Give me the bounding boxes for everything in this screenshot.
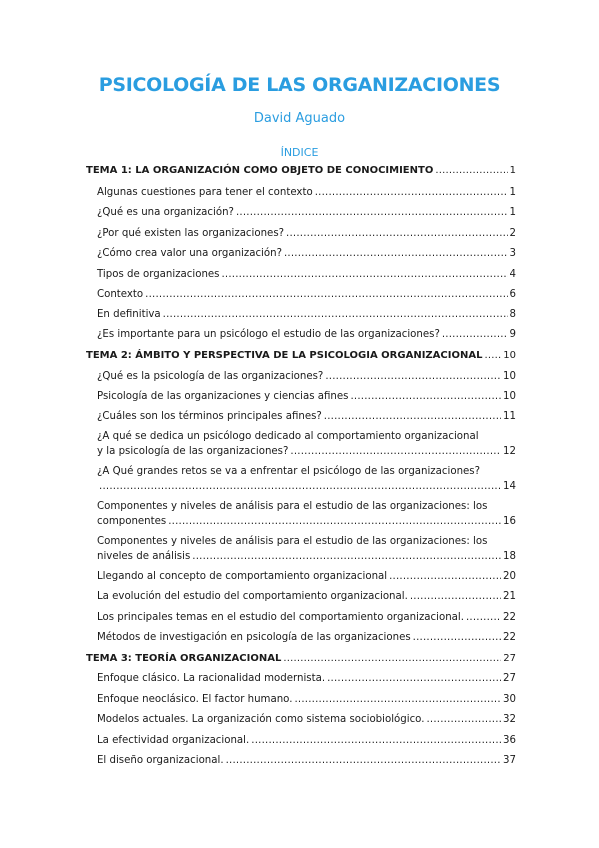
leader-dots — [426, 713, 501, 727]
toc-page-number: 21 — [503, 591, 516, 602]
toc-page-number: 14 — [503, 480, 516, 492]
leader-dots — [192, 550, 501, 565]
leader-dots — [290, 445, 501, 460]
toc-page-number: 37 — [503, 755, 516, 766]
leader-dots — [284, 247, 508, 261]
leader-dots — [327, 672, 501, 686]
toc-entry-label: Componentes y niveles de análisis para el estudio de las organizaciones: los — [97, 501, 488, 512]
leader-dots — [251, 734, 501, 748]
toc-entry-label-continued: y la psicología de las organizaciones? — [97, 445, 289, 457]
toc-entry[interactable] — [97, 328, 516, 342]
leader-dots — [435, 164, 507, 178]
toc-page-number: 32 — [503, 714, 516, 725]
toc-entry[interactable] — [97, 288, 516, 302]
leader-dots — [163, 308, 508, 322]
toc-entry[interactable] — [97, 390, 516, 404]
leader-dots — [286, 227, 507, 241]
toc-page-number: 2 — [509, 228, 516, 239]
toc-entry-label: Contexto — [97, 289, 144, 300]
toc-entry[interactable] — [97, 410, 516, 424]
leader-dots — [221, 268, 507, 282]
index-heading: ÍNDICE — [280, 146, 319, 159]
toc-entry-multiline[interactable] — [97, 500, 516, 529]
toc-entry-label: Enfoque clásico. La racionalidad modernista. — [97, 673, 326, 684]
toc-entry-label: TEMA 3: TEORÍA ORGANIZACIONAL — [86, 653, 282, 664]
toc-entry-label-continued: niveles de análisis — [97, 550, 191, 562]
toc-page-number: 22 — [503, 632, 516, 643]
toc-entry[interactable] — [97, 713, 516, 727]
toc-entry[interactable] — [97, 754, 516, 768]
toc-entry-multiline[interactable] — [97, 430, 516, 459]
toc-entry-label: Tipos de organizaciones — [97, 269, 220, 280]
document-author: David Aguado — [253, 111, 346, 126]
toc-entry-label: Componentes y niveles de análisis para el estudio de las organizaciones: los — [97, 536, 488, 547]
toc-entry[interactable] — [97, 206, 516, 220]
leader-dots — [484, 349, 501, 363]
toc-entry-label: En definitiva — [97, 309, 161, 320]
toc-page-number: 1 — [509, 207, 516, 218]
toc-entry-label: ¿Cuáles son los términos principales afines? — [97, 411, 322, 422]
toc-entry-label: Psicología de las organizaciones y ciencias afines — [97, 391, 349, 402]
toc-entry-label: La evolución del estudio del comportamiento organizacional. — [97, 591, 408, 602]
toc-entry-label: ¿A Qué grandes retos se va a enfrentar el psicólogo de las organizaciones? — [97, 466, 481, 477]
toc-page-number: 1 — [509, 165, 516, 176]
leader-dots — [315, 186, 508, 200]
leader-dots — [236, 206, 508, 220]
toc-entry-label: ¿Por qué existen las organizaciones? — [97, 228, 285, 239]
leader-dots — [350, 390, 501, 404]
toc-page-number: 10 — [503, 350, 516, 361]
toc-entry-label: ¿Qué es una organización? — [97, 207, 234, 218]
toc-page-number: 22 — [503, 612, 516, 623]
toc-entry-label: La efectividad organizacional. — [97, 735, 250, 746]
leader-dots — [442, 328, 508, 342]
toc-entry-multiline[interactable] — [97, 535, 516, 564]
toc-page-number: 1 — [509, 187, 516, 198]
leader-dots — [324, 410, 501, 424]
toc-page-number: 30 — [503, 694, 516, 705]
toc-page-number: 11 — [503, 411, 516, 422]
toc-entry-label-continued: componentes — [97, 515, 167, 527]
toc-entry-label: ¿Qué es la psicología de las organizaciones? — [97, 371, 324, 382]
leader-dots — [168, 515, 501, 530]
toc-entry[interactable] — [97, 734, 516, 748]
toc-entry-label: El diseño organizacional. — [97, 755, 224, 766]
toc-page-number: 6 — [509, 289, 516, 300]
toc-topic-2[interactable] — [86, 349, 516, 363]
toc-entry[interactable] — [97, 631, 516, 645]
leader-dots — [145, 288, 507, 302]
toc-entry[interactable] — [97, 590, 516, 604]
toc-entry[interactable] — [97, 308, 516, 322]
toc-page-number: 9 — [509, 329, 516, 340]
toc-entry-label: TEMA 2: ÁMBITO Y PERSPECTIVA DE LA PSICOLOGIA ORGANIZACIONAL — [86, 350, 483, 361]
toc-topic-3[interactable] — [86, 652, 516, 666]
toc-entry[interactable] — [97, 672, 516, 686]
toc-entry-label: TEMA 1: LA ORGANIZACIÓN COMO OBJETO DE CONOCIMIENTO — [86, 165, 434, 176]
toc-entry-label: Algunas cuestiones para tener el contexto — [97, 187, 313, 198]
toc-entry-label: Métodos de investigación en psicología de las organizaciones — [97, 632, 411, 643]
toc-page-number: 16 — [503, 515, 516, 527]
leader-dots — [294, 693, 501, 707]
toc-entry[interactable] — [97, 268, 516, 282]
leader-dots — [413, 631, 501, 645]
toc-page-number: 27 — [503, 673, 516, 684]
toc-entry[interactable] — [97, 227, 516, 241]
toc-page-number: 18 — [503, 550, 516, 562]
toc-entry[interactable] — [97, 570, 516, 584]
leader-dots — [283, 652, 501, 666]
toc-entry-label: Modelos actuales. La organización como sistema sociobiológico. — [97, 714, 425, 725]
leader-dots — [410, 590, 501, 604]
leader-dots — [99, 480, 501, 495]
toc-entry-label: ¿A qué se dedica un psicólogo dedicado al comportamiento organizacional — [97, 431, 479, 442]
toc-entry[interactable] — [97, 370, 516, 384]
leader-dots — [226, 754, 501, 768]
toc-entry-label: Los principales temas en el estudio del comportamiento organizacional. — [97, 612, 464, 623]
toc-entry-label: ¿Es importante para un psicólogo el estudio de las organizaciones? — [97, 329, 440, 340]
toc-entry-label: ¿Cómo crea valor una organización? — [97, 248, 282, 259]
leader-dots — [325, 370, 501, 384]
toc-page-number: 20 — [503, 571, 516, 582]
toc-page-number: 36 — [503, 735, 516, 746]
toc-topic-1[interactable] — [86, 164, 516, 178]
toc-entry[interactable] — [97, 693, 516, 707]
toc-page-number: 3 — [509, 248, 516, 259]
toc-entry-multiline[interactable] — [97, 465, 516, 494]
toc-page-number: 10 — [503, 371, 516, 382]
toc-page-number: 8 — [509, 309, 516, 320]
toc-page-number: 12 — [503, 445, 516, 457]
toc-entry-label: Enfoque neoclásico. El factor humano. — [97, 694, 293, 705]
document-title: PSICOLOGÍA DE LAS ORGANIZACIONES — [98, 74, 501, 96]
toc-page-number: 4 — [509, 269, 516, 280]
toc-page-number: 27 — [503, 653, 516, 664]
toc-page-number: 10 — [503, 391, 516, 402]
toc-entry[interactable] — [97, 611, 516, 625]
toc-entry[interactable] — [97, 186, 516, 200]
toc-entry[interactable] — [97, 247, 516, 261]
leader-dots — [466, 611, 501, 625]
toc-entry-label: Llegando al concepto de comportamiento organizacional — [97, 571, 388, 582]
leader-dots — [389, 570, 501, 584]
